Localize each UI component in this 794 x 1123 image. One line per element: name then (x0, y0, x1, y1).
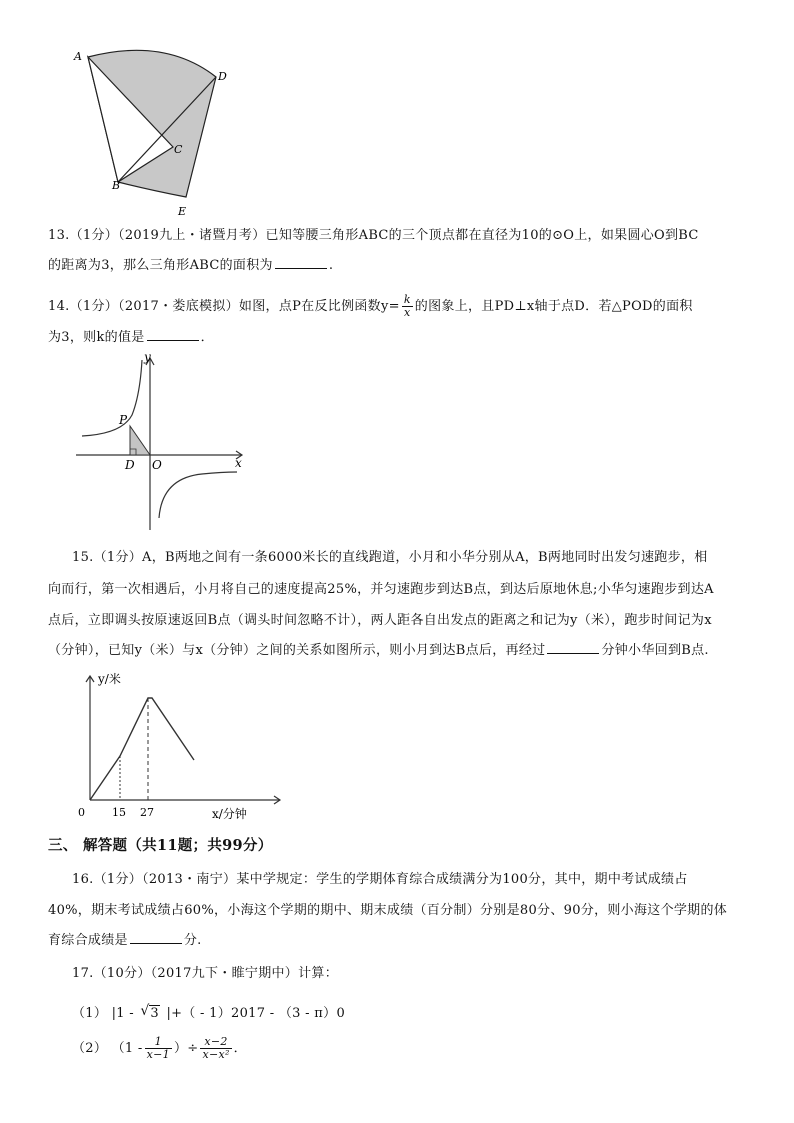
q14-answer-blank[interactable] (147, 330, 199, 341)
q14-line1-text-a: 14.（1分）（2017・娄底模拟）如图，点P在反比例函数y= (48, 299, 400, 314)
q14-period: ． (200, 330, 214, 345)
curve-branch-right (159, 472, 237, 518)
label-y: y (144, 350, 151, 364)
graph-line (90, 698, 194, 800)
q13-answer-blank[interactable] (275, 258, 327, 269)
fraction-denominator: x (404, 306, 411, 319)
tick-15: 15 (112, 806, 126, 819)
label-O: O (152, 458, 162, 472)
fraction-x-2-over-x-x2 (200, 1036, 231, 1061)
fraction-k-over-x (402, 294, 413, 319)
q17-part1-a: （1） |1 - (72, 1006, 134, 1021)
tick-27: 27 (140, 806, 154, 819)
label-D: D (125, 458, 135, 472)
q15-line4-text: （分钟），已知y（米）与x（分钟）之间的关系如图所示，则小月到达B点后，再经过 (48, 643, 546, 658)
sqrt-icon: √ (140, 1003, 150, 1019)
q16-answer-blank[interactable] (130, 933, 182, 944)
label-B: B (112, 179, 121, 192)
label-D: D (218, 70, 227, 83)
q16-line2: 40%，期末考试成绩占60%，小海这个学期的期中、期末成绩（百分制）分别是80分、90分，则小海这个学期的体 (48, 903, 728, 918)
q15-answer-blank[interactable] (547, 643, 599, 654)
q17-part2-a: （2） （1 - (72, 1041, 143, 1056)
q17-part1-b: |+（ - 1）2017 - （3 - π）0 (166, 1006, 346, 1021)
q15-line2: 向而行，第一次相遇后，小月将自己的速度提高25%，并匀速跑步到达B点，到达后原地休息;小华匀速跑步到达A (48, 582, 714, 597)
fraction-numerator: 1 (145, 1036, 172, 1049)
q15-line4 (48, 639, 709, 658)
label-origin: 0 (78, 806, 85, 819)
label-x: x (235, 456, 242, 470)
q17-line1: 17.（10分）（2017九下・睢宁期中）计算： (72, 966, 339, 981)
q13-line2 (48, 254, 333, 273)
q16-line3-text: 育综合成绩是 (48, 933, 128, 948)
q17-part2 (72, 1036, 247, 1061)
q16-line1: 16.（1分）（2013・南宁）某中学规定：学生的学期体育综合成绩满分为100分，其中，期中考试成绩占 (72, 872, 688, 887)
q15-line3: 点后，立即调头按原速返回B点（调头时间忽略不计），两人距各自出发点的距离之和记为y（米），跑步时间记为x (48, 613, 712, 628)
q15-line1: 15.（1分）A，B两地之间有一条6000米长的直线跑道，小月和小华分别从A，B两地同时出发匀速跑步，相 (72, 550, 708, 565)
q17-part1 (72, 1002, 345, 1021)
label-E: E (178, 205, 187, 218)
label-P: P (119, 413, 128, 427)
fraction-denominator: x−1 (146, 1048, 170, 1061)
q13-line1: 13.（1分）（2019九上・诸暨月考）已知等腰三角形ABC的三个顶点都在直径为10的⊙O上，如果圆心O到BC (48, 228, 699, 243)
curve-branch-left (82, 360, 142, 436)
fraction-1-over-x-1 (145, 1036, 172, 1061)
sqrt-expression (140, 1003, 160, 1021)
distance-time-graph (72, 668, 292, 828)
sector-figure (70, 45, 240, 220)
q16-line3 (48, 929, 202, 948)
q13-line2-text: 的距离为3，那么三角形ABC的面积为 (48, 258, 273, 273)
q16-line3-tail: 分. (183, 933, 202, 948)
q15-line4-tail: 分钟小华回到B点. (601, 643, 709, 658)
q14-line1 (48, 294, 693, 319)
label-C: C (174, 143, 183, 156)
q17-part2-b: ）÷ (173, 1041, 199, 1056)
fraction-denominator-2: x−x² (202, 1048, 230, 1061)
label-y-axis: y/米 (98, 672, 121, 686)
q13-period: . (328, 258, 334, 273)
inverse-function-graph (72, 350, 252, 532)
q14-line2 (48, 326, 214, 345)
fraction-numerator-2: x−2 (200, 1036, 231, 1049)
section-heading: 三、 解答题（共11题；共99分） (48, 837, 273, 854)
label-x-axis: x/分钟 (212, 807, 247, 821)
q14-line1-text-b: 的图象上，且PD⊥x轴于点D．若△POD的面积 (414, 299, 693, 314)
sqrt-radicand: 3 (150, 1006, 159, 1021)
triangle-pod-shaded (130, 426, 150, 455)
label-A: A (74, 50, 82, 63)
fraction-numerator: k (403, 293, 411, 306)
q17-part2-c: ． (233, 1041, 247, 1056)
q14-line2-text: 为3，则k的值是 (48, 330, 145, 345)
